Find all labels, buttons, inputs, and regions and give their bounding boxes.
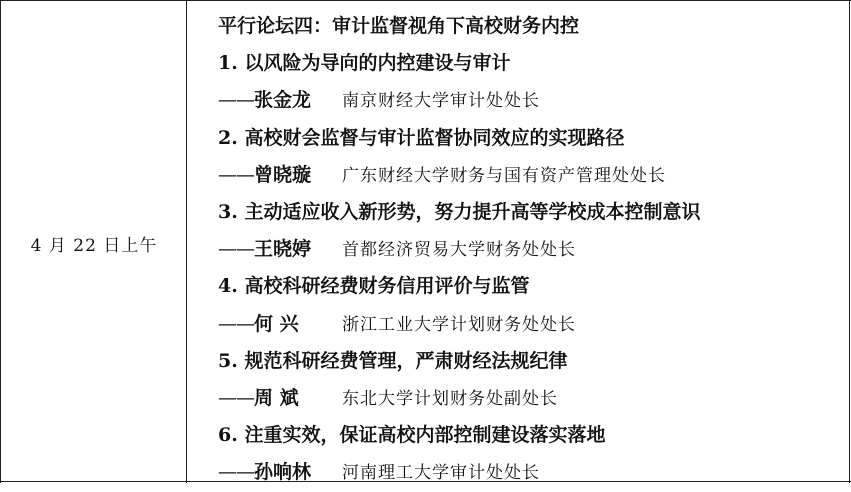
session-content [218, 9, 838, 492]
dash: —— [218, 163, 254, 186]
talk-speaker-line [218, 158, 838, 195]
dash: —— [218, 89, 254, 112]
talk-title: 3. 主动适应收入新形势，努力提升高等学校成本控制意识 [218, 200, 701, 223]
speaker-org: 首都经济贸易大学财务处处长 [342, 240, 576, 261]
speaker-org: 东北大学计划财务处副处长 [342, 388, 558, 409]
speaker-org: 南京财经大学审计处处长 [342, 91, 540, 112]
speaker-org: 广东财经大学财务与国有资产管理处处长 [342, 165, 666, 186]
talk-title: 2. 高校财会监督与审计监督协同效应的实现路径 [218, 126, 625, 149]
speaker-org: 浙江工业大学计划财务处处长 [342, 314, 576, 335]
talk-title: 5. 规范科研经费管理，严肃财经法规纪律 [218, 349, 568, 372]
talk-title: 4. 高校科研经费财务信用评价与监管 [218, 275, 530, 298]
talk-speaker-line [218, 381, 838, 418]
talk-speaker-line [218, 232, 838, 269]
speaker-name: 曾晓璇 [254, 163, 312, 186]
dash: —— [218, 312, 254, 335]
table-right-border [849, 0, 850, 483]
talk-title: 6. 注重实效，保证高校内部控制建设落实落地 [218, 424, 606, 447]
talk-title: 1. 以风险为导向的内控建设与审计 [218, 52, 511, 75]
speaker-name: 张金龙 [254, 89, 312, 112]
speaker-org: 河南理工大学审计处处长 [342, 463, 540, 484]
forum-title: 平行论坛四：审计监督视角下高校财务内控 [218, 15, 580, 37]
talk-speaker-line [218, 307, 838, 344]
speaker-name: 孙响林 [254, 461, 312, 484]
talk-speaker-line [218, 83, 838, 120]
table-top-border [0, 0, 851, 1]
dash: —— [218, 386, 254, 409]
speaker-name: 何 兴 [254, 312, 299, 335]
speaker-name: 王晓婷 [254, 238, 312, 261]
session-date: 4 月 22 日上午 [30, 236, 158, 256]
dash: —— [218, 461, 254, 484]
speaker-name: 周 斌 [254, 386, 299, 409]
talk-speaker-line [218, 455, 838, 492]
dash: —— [218, 238, 254, 261]
